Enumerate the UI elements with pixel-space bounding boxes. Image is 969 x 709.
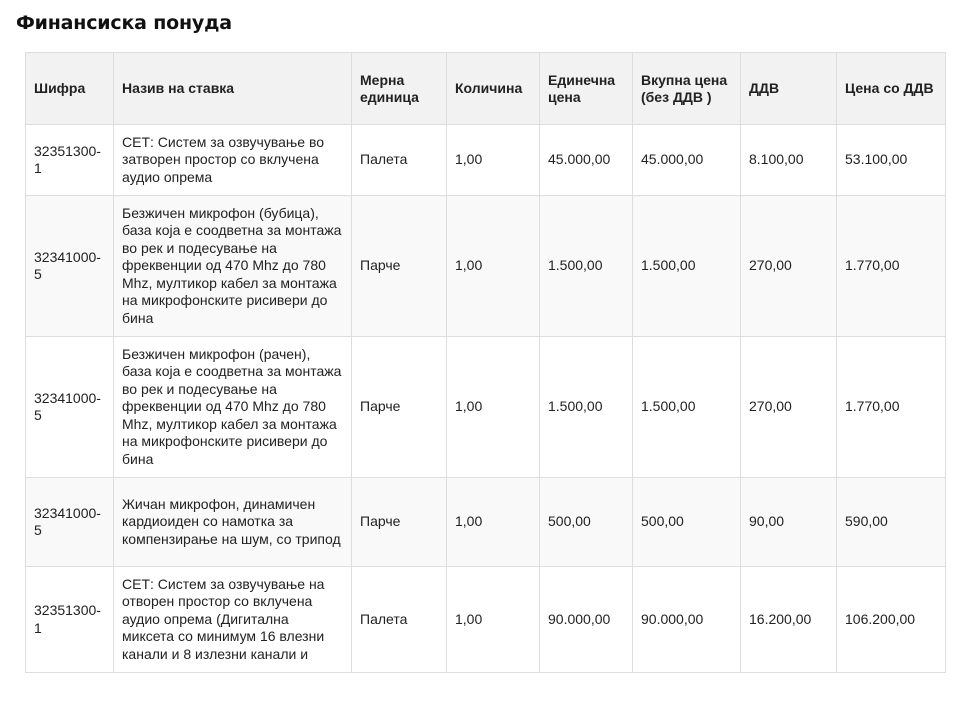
cell-total-no-vat: 1.500,00 — [633, 196, 741, 337]
cell-price-with-vat: 590,00 — [837, 478, 946, 567]
cell-code: 32341000-5 — [26, 478, 114, 567]
cell-code: 32341000-5 — [26, 337, 114, 478]
header-row — [26, 53, 946, 125]
cell-total-no-vat: 45.000,00 — [633, 125, 741, 196]
header-total-no-vat: Вкупна цена (без ДДВ ) — [633, 53, 741, 125]
header-code: Шифра — [26, 53, 114, 125]
cell-unit-price: 500,00 — [540, 478, 633, 567]
cell-total-no-vat: 500,00 — [633, 478, 741, 567]
cell-vat: 270,00 — [741, 196, 837, 337]
cell-name: СЕТ: Систем за озвучување во затворен простор со вклучена аудио опрема — [114, 125, 352, 196]
table-row — [26, 337, 946, 478]
cell-unit-price: 1.500,00 — [540, 196, 633, 337]
page-title: Финансиска понуда — [16, 12, 232, 34]
cell-name: Жичан микрофон, динамичен кардиоиден со намотка за компензирање на шум, со трипод — [114, 478, 352, 567]
table-row — [26, 196, 946, 337]
cell-unit-price: 1.500,00 — [540, 337, 633, 478]
header-price-with-vat: Цена со ДДВ — [837, 53, 946, 125]
cell-quantity: 1,00 — [447, 478, 540, 567]
cell-unit: Палета — [352, 567, 447, 673]
table-row — [26, 567, 946, 673]
cell-quantity: 1,00 — [447, 196, 540, 337]
cell-unit-price: 45.000,00 — [540, 125, 633, 196]
cell-quantity: 1,00 — [447, 567, 540, 673]
cell-quantity: 1,00 — [447, 125, 540, 196]
cell-code: 32351300-1 — [26, 125, 114, 196]
header-vat: ДДВ — [741, 53, 837, 125]
cell-vat: 8.100,00 — [741, 125, 837, 196]
cell-total-no-vat: 90.000,00 — [633, 567, 741, 673]
cell-unit-price: 90.000,00 — [540, 567, 633, 673]
cell-unit: Парче — [352, 337, 447, 478]
cell-name: Безжичен микрофон (бубица), база која е соодветна за монтажа во рек и подесување на фреквенции од 470 Mhz до 780 Mhz, мултикор кабел за монтажа на микрофонските рисивери до бина — [114, 196, 352, 337]
header-name: Назив на ставка — [114, 53, 352, 125]
cell-vat: 90,00 — [741, 478, 837, 567]
table-row — [26, 478, 946, 567]
financial-offer-table — [25, 52, 946, 673]
cell-name-text: СЕТ: Систем за озвучување на отворен простор со вклучена аудио опрема (Дигитална миксета со минимум 16 влезни канали и 8 излезни канали и — [122, 575, 325, 662]
cell-name — [114, 567, 352, 673]
cell-code: 32341000-5 — [26, 196, 114, 337]
cell-price-with-vat: 106.200,00 — [837, 567, 946, 673]
header-unit: Мерна единица — [352, 53, 447, 125]
table-header — [26, 53, 946, 125]
cell-price-with-vat: 53.100,00 — [837, 125, 946, 196]
cell-vat: 16.200,00 — [741, 567, 837, 673]
table-row — [26, 125, 946, 196]
cell-price-with-vat: 1.770,00 — [837, 196, 946, 337]
cell-quantity: 1,00 — [447, 337, 540, 478]
cell-unit: Парче — [352, 196, 447, 337]
header-unit-price: Единечна цена — [540, 53, 633, 125]
cell-unit: Палета — [352, 125, 447, 196]
table-body — [26, 125, 946, 673]
cell-price-with-vat: 1.770,00 — [837, 337, 946, 478]
header-quantity: Количина — [447, 53, 540, 125]
cell-name: Безжичен микрофон (рачен), база која е соодветна за монтажа во рек и подесување на фреквенции од 470 Mhz до 780 Mhz, мултикор кабел за монтажа на микрофонските рисивери до бина — [114, 337, 352, 478]
cell-code: 32351300-1 — [26, 567, 114, 673]
cell-unit: Парче — [352, 478, 447, 567]
cell-total-no-vat: 1.500,00 — [633, 337, 741, 478]
cell-vat: 270,00 — [741, 337, 837, 478]
